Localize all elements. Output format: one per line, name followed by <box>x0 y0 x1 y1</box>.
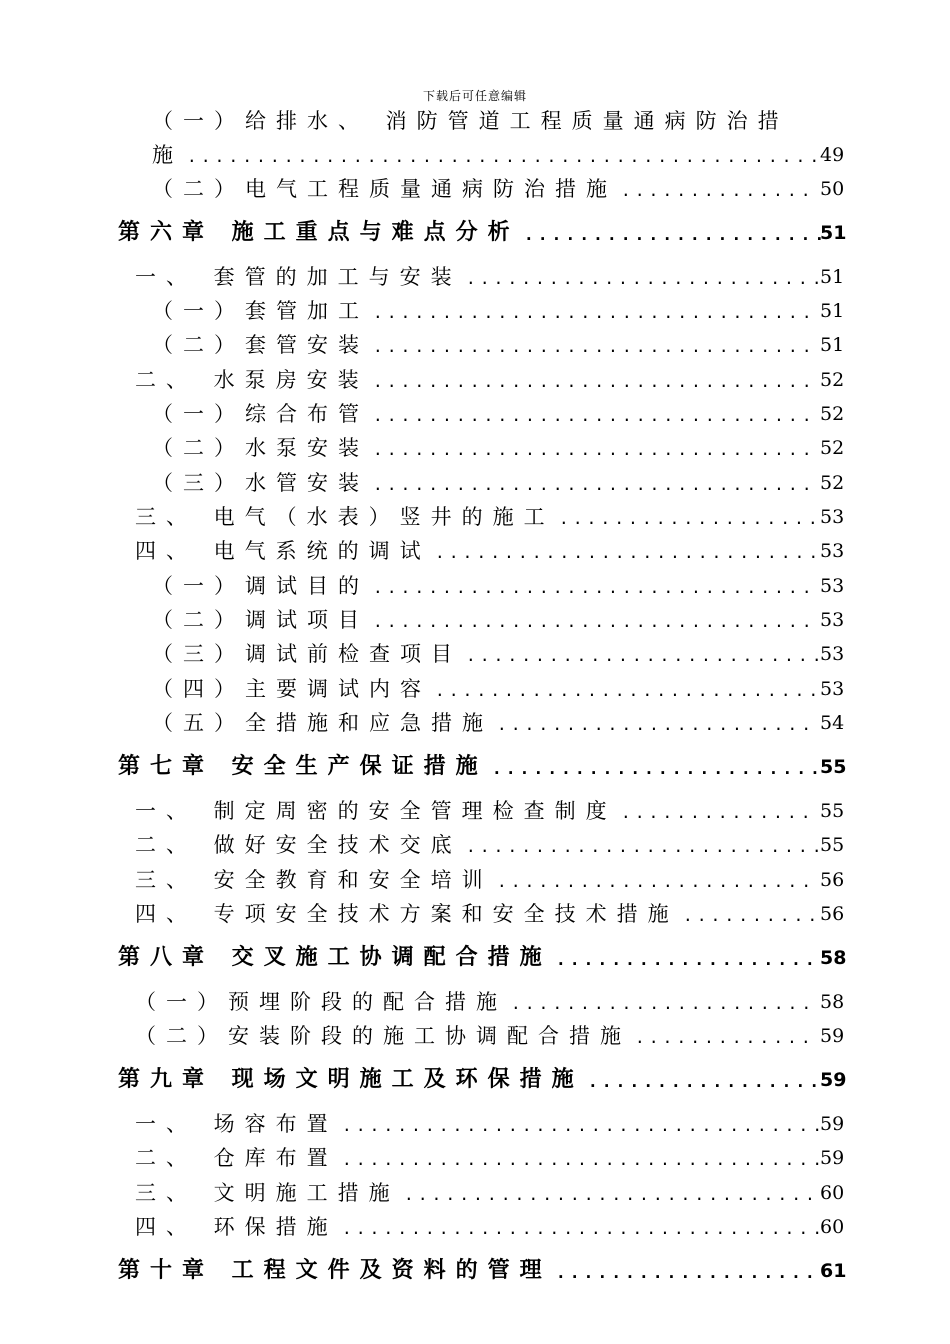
toc-leader-dots: .......................... <box>466 269 826 288</box>
toc-entry[interactable] <box>0 1019 950 1053</box>
toc-leader-dots: ............. <box>635 1028 815 1047</box>
toc-entry-page: 53 <box>820 575 845 597</box>
toc-leader-dots: ................................ <box>373 612 816 631</box>
toc-entry[interactable] <box>0 328 950 362</box>
toc-entry-label: 二、 水泵房安装 <box>135 368 369 392</box>
toc-entry-label: 三、 安全教育和安全培训 <box>135 868 493 892</box>
toc-leader-dots: ...................... <box>524 225 829 244</box>
toc-entry-page: 55 <box>820 834 845 856</box>
toc-entry-label: （一）套管加工 <box>152 299 369 323</box>
toc-entry-page: 59 <box>820 1113 845 1135</box>
toc-entry-label: 施 <box>152 143 183 167</box>
toc-entry-page: 53 <box>820 678 845 700</box>
toc-leader-dots: ....................... <box>497 715 816 734</box>
toc-chapter-entry[interactable] <box>0 941 950 975</box>
toc-entry-label: 第七章 安全生产保证措施 <box>118 754 488 779</box>
toc-entry-label: （二）调试项目 <box>152 608 369 632</box>
toc-entry-label: 第九章 现场文明施工及环保措施 <box>118 1067 584 1092</box>
toc-entry-label: 四、 环保措施 <box>135 1215 338 1239</box>
toc-entry-label: 第八章 交叉施工协调配合措施 <box>118 945 552 970</box>
toc-entry[interactable] <box>0 637 950 671</box>
toc-entry-label: 二、 做好安全技术交底 <box>135 833 462 857</box>
toc-leader-dots: .............................................. <box>187 147 824 166</box>
page-header: 下载后可任意编辑 <box>422 89 527 103</box>
toc-entry[interactable] <box>0 466 950 500</box>
toc-leader-dots: .............. <box>621 181 815 200</box>
toc-entry-label: （二）套管安装 <box>152 333 369 357</box>
toc-entry[interactable] <box>0 294 950 328</box>
toc-leader-dots: ................................ <box>373 372 816 391</box>
toc-leader-dots: ............................ <box>435 681 823 700</box>
toc-chapter-entry[interactable] <box>0 216 950 250</box>
toc-entry-label: （一）综合布管 <box>152 402 369 426</box>
toc-entry[interactable] <box>0 603 950 637</box>
toc-entry[interactable] <box>0 1107 950 1141</box>
toc-entry[interactable] <box>0 569 950 603</box>
toc-entry[interactable] <box>0 794 950 828</box>
toc-entry[interactable] <box>0 985 950 1019</box>
toc-entry[interactable] <box>0 260 950 294</box>
toc-entry-label: 第十章 工程文件及资料的管理 <box>118 1258 552 1283</box>
toc-leader-dots: ............................ <box>435 543 823 562</box>
toc-entry-page: 56 <box>820 903 845 925</box>
toc-leader-dots: ................................... <box>342 1116 827 1135</box>
toc-leader-dots: ................................ <box>373 303 816 322</box>
toc-entry-page: 53 <box>820 540 845 562</box>
toc-entry-page: 51 <box>820 266 845 288</box>
toc-entry[interactable] <box>0 1210 950 1244</box>
toc-entry-label: 第六章 施工重点与难点分析 <box>118 220 520 245</box>
toc-entry[interactable] <box>0 1141 950 1175</box>
toc-entry-page: 59 <box>820 1025 845 1047</box>
toc-entry-page: 50 <box>820 178 845 200</box>
toc-entry-label: 二、 仓库布置 <box>135 1146 338 1170</box>
toc-entry[interactable] <box>0 138 950 172</box>
toc-entry-label: 三、 电气（水表）竖井的施工 <box>135 505 555 529</box>
toc-leader-dots: ................................... <box>342 1150 827 1169</box>
toc-leader-dots: ................................ <box>373 440 816 459</box>
toc-entry-page: 56 <box>820 869 845 891</box>
toc-entry[interactable] <box>0 397 950 431</box>
toc-leader-dots: ................................ <box>373 337 816 356</box>
toc-entry-page: 49 <box>820 144 845 166</box>
toc-entry-label: （五）全措施和应急措施 <box>152 711 493 735</box>
toc-entry-page: 59 <box>820 1069 847 1091</box>
toc-entry[interactable] <box>0 363 950 397</box>
toc-entry-label: 一、 制定周密的安全管理检查制度 <box>135 799 617 823</box>
toc-leader-dots: .......................... <box>466 646 826 665</box>
toc-entry[interactable] <box>0 897 950 931</box>
toc-entry-label: （二）安装阶段的施工协调配合措施 <box>135 1024 631 1048</box>
toc-entry[interactable] <box>0 500 950 534</box>
toc-entry[interactable] <box>0 534 950 568</box>
toc-entry-label: （四）主要调试内容 <box>152 677 431 701</box>
toc-entry-label: （一）调试目的 <box>152 574 369 598</box>
toc-entry-page: 51 <box>820 222 847 244</box>
toc-leader-dots: .......................... <box>466 837 826 856</box>
toc-entry-page: 52 <box>820 437 845 459</box>
toc-leader-dots: ................................ <box>373 475 816 494</box>
toc-entry-page: 52 <box>820 369 845 391</box>
toc-entry-page: 51 <box>820 334 845 356</box>
toc-entry-label: 四、 专项安全技术方案和安全技术措施 <box>135 902 679 926</box>
toc-leader-dots: ................... <box>556 1263 819 1282</box>
toc-entry-label: 一、 套管的加工与安装 <box>135 265 462 289</box>
toc-entry-page: 52 <box>820 403 845 425</box>
toc-entry-label: （一）给排水、 消防管道工程质量通病防治措 <box>152 109 789 133</box>
toc-entry[interactable] <box>0 431 950 465</box>
toc-entry[interactable] <box>0 672 950 706</box>
toc-entry[interactable] <box>0 1176 950 1210</box>
toc-entry-page: 58 <box>820 947 847 969</box>
toc-entry-label: 一、 场容布置 <box>135 1112 338 1136</box>
toc-leader-dots: ...................... <box>511 994 816 1013</box>
toc-entry-label: 四、 电气系统的调试 <box>135 539 431 563</box>
toc-chapter-entry[interactable] <box>0 750 950 784</box>
toc-entry-page: 60 <box>820 1216 845 1238</box>
toc-entry-label: （一）预埋阶段的配合措施 <box>135 990 507 1014</box>
toc-leader-dots: ................... <box>556 950 819 969</box>
toc-entry-label: （三）调试前检查项目 <box>152 642 462 666</box>
toc-chapter-entry[interactable] <box>0 1254 950 1288</box>
toc-entry[interactable] <box>0 706 950 740</box>
toc-entry-page: 52 <box>820 472 845 494</box>
toc-leader-dots: .......... <box>683 906 822 925</box>
toc-entry[interactable] <box>0 172 950 206</box>
toc-entry-label: （二）水泵安装 <box>152 436 369 460</box>
toc-entry-page: 51 <box>820 300 845 322</box>
toc-entry-page: 54 <box>820 712 845 734</box>
toc-leader-dots: ................................ <box>373 578 816 597</box>
toc-leader-dots: ....................... <box>497 872 816 891</box>
toc-entry-page: 55 <box>820 756 847 778</box>
toc-leader-dots: ................................... <box>342 1219 827 1238</box>
toc-entry-page: 55 <box>820 800 845 822</box>
toc-entry[interactable] <box>0 863 950 897</box>
toc-leader-dots: .............. <box>621 803 815 822</box>
toc-entry-label: （二）电气工程质量通病防治措施 <box>152 177 617 201</box>
toc-leader-dots: ................. <box>588 1072 824 1091</box>
toc-entry-page: 61 <box>820 1260 847 1282</box>
toc-entry-page: 53 <box>820 506 845 528</box>
toc-leader-dots: ................................ <box>373 406 816 425</box>
toc-entry-page: 59 <box>820 1147 845 1169</box>
toc-entry-label: 三、 文明施工措施 <box>135 1181 400 1205</box>
toc-entry-page: 60 <box>820 1182 845 1204</box>
toc-entry[interactable] <box>0 828 950 862</box>
toc-leader-dots: ................... <box>559 509 822 528</box>
toc-leader-dots: ........................ <box>492 759 824 778</box>
toc-entry-page: 58 <box>820 991 845 1013</box>
toc-entry-label: （三）水管安装 <box>152 471 369 495</box>
toc-chapter-entry[interactable] <box>0 1063 950 1097</box>
toc-entry-page: 53 <box>820 643 845 665</box>
toc-leader-dots: .............................. <box>404 1185 819 1204</box>
toc-entry-page: 53 <box>820 609 845 631</box>
